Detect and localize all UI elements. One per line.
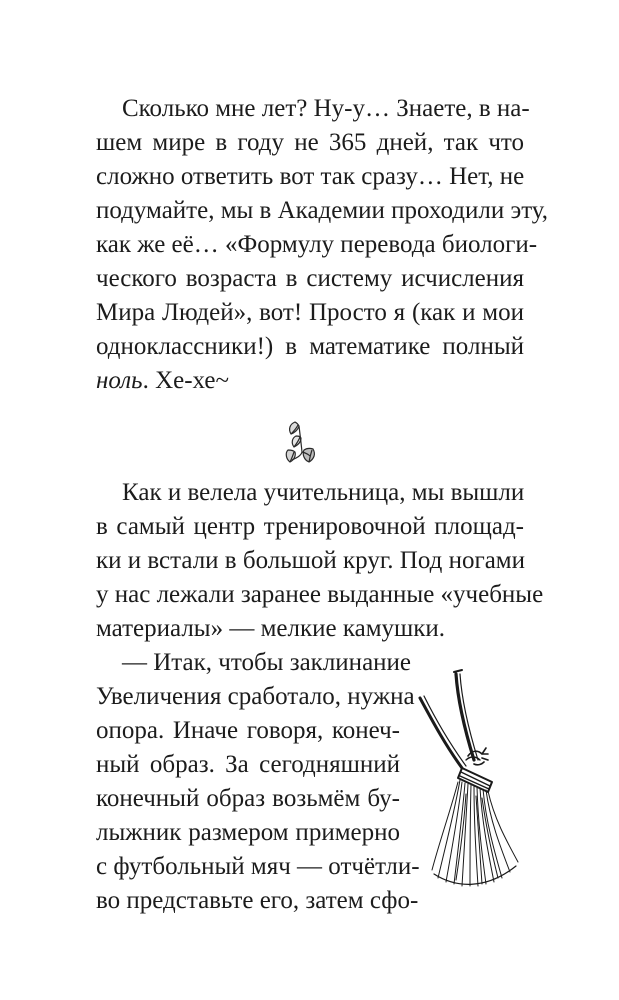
leaf-ornament-icon <box>282 420 322 466</box>
text-line: одноклассники!) в математике полный <box>96 333 524 360</box>
broom-illustration-icon <box>416 664 524 890</box>
text-line: опора. Иначе говоря, конеч- <box>96 717 400 744</box>
text-line: у нас лежали заранее выданные «учебные <box>96 581 544 608</box>
text-line: ный образ. За сегодняшний <box>96 751 400 778</box>
text-line: в самый центр тренировочной площад- <box>96 513 524 540</box>
italic-word: ноль <box>96 367 143 394</box>
text-fragment: . Хе-хе~ <box>142 367 230 394</box>
text-line-last <box>96 364 524 398</box>
text-line-last: материалы» — мелкие камушки. <box>96 615 446 642</box>
text-line: Увеличения сработало, нужна <box>96 683 415 710</box>
text-line: ческого возраста в систему исчисления <box>96 265 524 292</box>
text-line: шем мире в году не 365 дней, так что <box>96 129 524 156</box>
text-line: во представьте его, затем сфо- <box>96 887 419 914</box>
text-line: лыжник размером примерно <box>96 819 400 846</box>
text-line: — Итак, чтобы заклинание <box>122 649 412 676</box>
text-line: конечный образ возьмём бу- <box>96 785 400 812</box>
text-line: как же её… «Формулу перевода биологи- <box>96 231 538 258</box>
text-line: Как и велела учительница, мы вышли <box>122 479 525 506</box>
text-line: Сколько мне лет? Ну-у… Знаете, в на- <box>122 95 530 122</box>
text-line: с футбольный мяч — отчётли- <box>96 853 420 880</box>
text-line: ки и встали в большой круг. Под ногами <box>96 547 525 574</box>
text-line: сложно ответить вот так сразу… Нет, не <box>96 163 525 190</box>
text-line: подумайте, мы в Академии проходили эту, <box>96 197 549 224</box>
text-line: Мира Людей», вот! Просто я (как и мои <box>96 299 524 326</box>
